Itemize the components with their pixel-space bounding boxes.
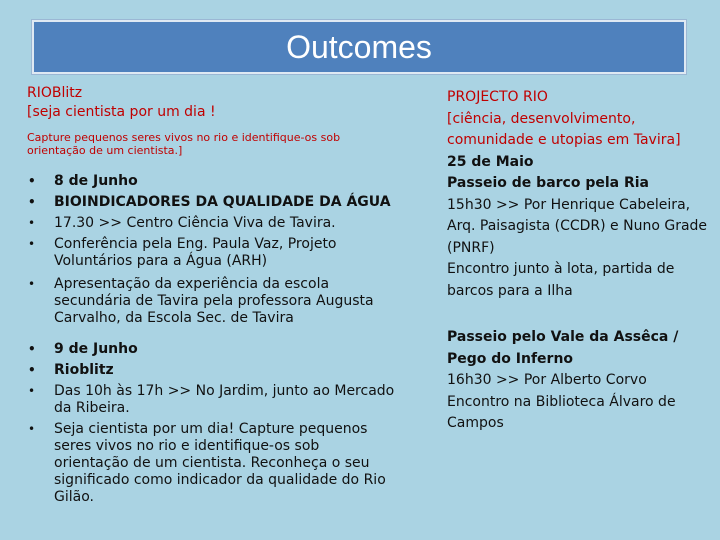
left-column <box>27 84 397 510</box>
list-item-heading: • Rioblitz <box>27 362 397 379</box>
page-title: Outcomes <box>286 28 432 65</box>
list-item-date: • 9 de Junho <box>27 341 397 358</box>
list-item-heading: • BIOINDICADORES DA QUALIDADE DA ÁGUA <box>27 194 397 211</box>
spacer <box>447 302 712 327</box>
list-item: • Seja cientista por um dia! Capture pequenos seres vivos no rio e identifique-os sob orientação de um cientista. Reconheça o seu significado como indicador da qualidade do Rio Gilão. <box>27 421 397 506</box>
event-detail: Encontro junto à lota, partida de barcos para a Ilha <box>447 261 675 299</box>
right-block-walk <box>447 327 712 435</box>
event-list-june-9 <box>27 341 397 506</box>
event-detail: 16h30 >> Por Alberto Corvo <box>447 372 647 388</box>
event-heading: Passeio de barco pela Ria <box>447 175 650 191</box>
left-project-name: RIOBlitz <box>27 85 83 101</box>
right-block-may-25 <box>447 87 712 302</box>
list-item: • Conferência pela Eng. Paula Vaz, Projeto Voluntários para a Água (ARH) <box>27 236 397 270</box>
title-bar <box>34 22 684 72</box>
event-date: 25 de Maio <box>447 153 534 170</box>
right-column <box>447 87 712 435</box>
event-detail: Encontro na Biblioteca Álvaro de Campos <box>447 393 676 431</box>
event-detail: 15h30 >> Por Henrique Cabeleira, Arq. Paisagista (CCDR) e Nuno Grade (PNRF) <box>447 196 708 256</box>
list-item: • Das 10h às 17h >> No Jardim, junto ao Mercado da Ribeira. <box>27 383 397 417</box>
right-project-name: PROJECTO RIO <box>447 89 548 105</box>
event-heading: Passeio pelo Vale da Assêca / Pego do Inferno <box>447 329 679 367</box>
left-capture-text: Capture pequenos seres vivos no rio e identifique-os sob orientação de um cientista.] <box>27 131 341 157</box>
list-item: • 17.30 >> Centro Ciência Viva de Tavira. <box>27 215 397 232</box>
list-item: • Apresentação da experiência da escola secundária de Tavira pela professora Augusta Carvalho, da Escola Sec. de Tavira <box>27 276 397 327</box>
list-item-date: • 8 de Junho <box>27 173 397 190</box>
right-project-desc: [ciência, desenvolvimento, comunidade e utopias em Tavira] <box>447 110 681 148</box>
left-project-subtitle: [seja cientista por um dia ! <box>27 104 216 120</box>
event-list-june-8 <box>27 173 397 327</box>
